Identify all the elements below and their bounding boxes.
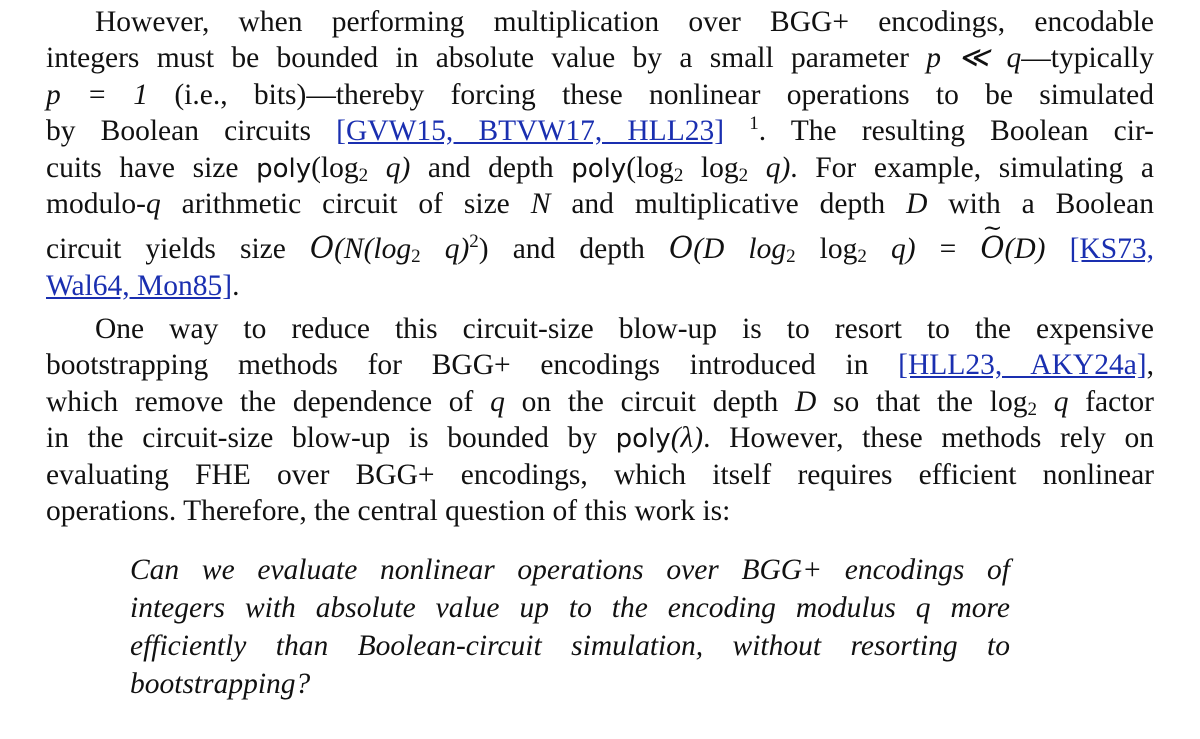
text: efficiently than Boolean-circuit simulation, without resorting to [130, 630, 1010, 662]
subscript: 2 [673, 165, 684, 186]
text: . For example, simulating a [790, 152, 1154, 184]
quote-line-2 [130, 590, 1010, 627]
math: (D) [1004, 233, 1046, 265]
para2-line-3 [46, 384, 1154, 421]
math: q) [748, 152, 791, 184]
quote-line-3 [130, 628, 1010, 665]
para1-line-7 [46, 230, 1154, 267]
citation-link[interactable]: [KS73, [1069, 233, 1154, 265]
text: operations. Therefore, the central question of this work is: [46, 495, 731, 527]
math: = [915, 233, 981, 265]
text: , [1146, 349, 1154, 381]
big-o: O [669, 231, 694, 265]
quote-line-4 [130, 666, 1010, 703]
para1-line-5 [46, 150, 1154, 187]
quote-line-1 [130, 552, 1010, 589]
text: One way to reduce this circuit-size blow-up is to resort to the expensive [95, 313, 1154, 345]
text: in the circuit-size blow-up is bounded by [46, 422, 616, 454]
text: . The resulting Boolean cir- [758, 115, 1154, 147]
text: integers with absolute value up to the encoding modulus q more [130, 592, 1010, 624]
math: p = 1 [46, 79, 149, 111]
footnote-marker[interactable]: 1 [749, 113, 759, 134]
text: (i.e., bits)—thereby forcing these nonlinear operations to be simulated [148, 79, 1154, 111]
text: —typically [1021, 42, 1155, 74]
text: evaluating FHE over BGG+ encodings, which itself requires efficient nonlinear [46, 459, 1154, 491]
text: bootstrapping? [130, 668, 311, 700]
text: integers must be bounded in absolute value by a small parameter [46, 42, 927, 74]
math: q) [368, 152, 411, 184]
poly-operator: poly [571, 154, 627, 184]
text: modulo- [46, 188, 146, 220]
big-o: O [309, 231, 335, 265]
math: D [906, 188, 928, 220]
math: log [683, 152, 739, 184]
text: with a Boolean [927, 188, 1154, 220]
math: q) [866, 233, 916, 265]
math: q [490, 386, 505, 418]
citation-link[interactable]: Wal64, Mon85] [46, 270, 233, 302]
para2-line-4 [46, 420, 1154, 457]
math: N [530, 188, 551, 220]
subscript: 2 [738, 165, 749, 186]
para2-line-1 [95, 311, 1154, 348]
para2-line-2 [46, 347, 1154, 384]
math: (log [626, 152, 674, 184]
math: q [145, 188, 161, 220]
subscript: 2 [358, 165, 369, 186]
text: cuits have size [46, 152, 257, 184]
math: (log [311, 152, 359, 184]
math: (N(log [334, 233, 412, 265]
text: circuit yields size [46, 233, 310, 265]
text: and depth [410, 152, 572, 184]
math: q) [420, 233, 470, 265]
math: q [1036, 386, 1069, 418]
text: by Boolean circuits [46, 115, 337, 147]
para1-line-1 [95, 4, 1154, 41]
math: log [989, 386, 1028, 418]
subscript: 2 [1027, 399, 1037, 420]
citation-link[interactable]: [GVW15, BTVW17, HLL23] [336, 115, 725, 147]
math: log [795, 233, 858, 265]
text: arithmetic circuit of size [160, 188, 531, 220]
text: so that the [816, 386, 990, 418]
para1-line-2 [46, 40, 1154, 77]
para2-line-5 [46, 457, 1154, 494]
subscript: 2 [411, 246, 421, 267]
text: and multiplicative depth [550, 188, 907, 220]
subscript: 2 [857, 246, 867, 267]
soft-big-o: ~ O [980, 230, 1004, 266]
text: . However, these methods rely on [703, 422, 1154, 454]
subscript: 2 [786, 246, 796, 267]
text: . [232, 270, 240, 302]
poly-operator: poly [256, 154, 312, 184]
text: factor [1068, 386, 1155, 418]
text: which remove the dependence of [46, 386, 491, 418]
math: (D log [693, 233, 787, 265]
text: bootstrapping methods for BGG+ encodings introduced in [46, 349, 899, 381]
math: p ≪ q [926, 42, 1022, 74]
math: ) [478, 233, 489, 265]
citation-link[interactable]: [HLL23, AKY24a] [898, 349, 1147, 381]
text: Can we evaluate nonlinear operations over BGG+ encodings of [130, 554, 1010, 586]
para1-line-4 [46, 113, 1154, 150]
superscript: 2 [469, 231, 479, 252]
math: (λ) [670, 422, 704, 454]
text: and depth [488, 233, 669, 265]
poly-operator: poly [615, 424, 671, 454]
math: D [794, 386, 817, 418]
para1-line-8 [46, 268, 1154, 305]
para2-line-6 [46, 493, 1154, 530]
para1-line-3 [46, 77, 1154, 114]
text: However, when performing multiplication over BGG+ encodings, encodable [95, 6, 1154, 38]
text: on the circuit depth [504, 386, 795, 418]
